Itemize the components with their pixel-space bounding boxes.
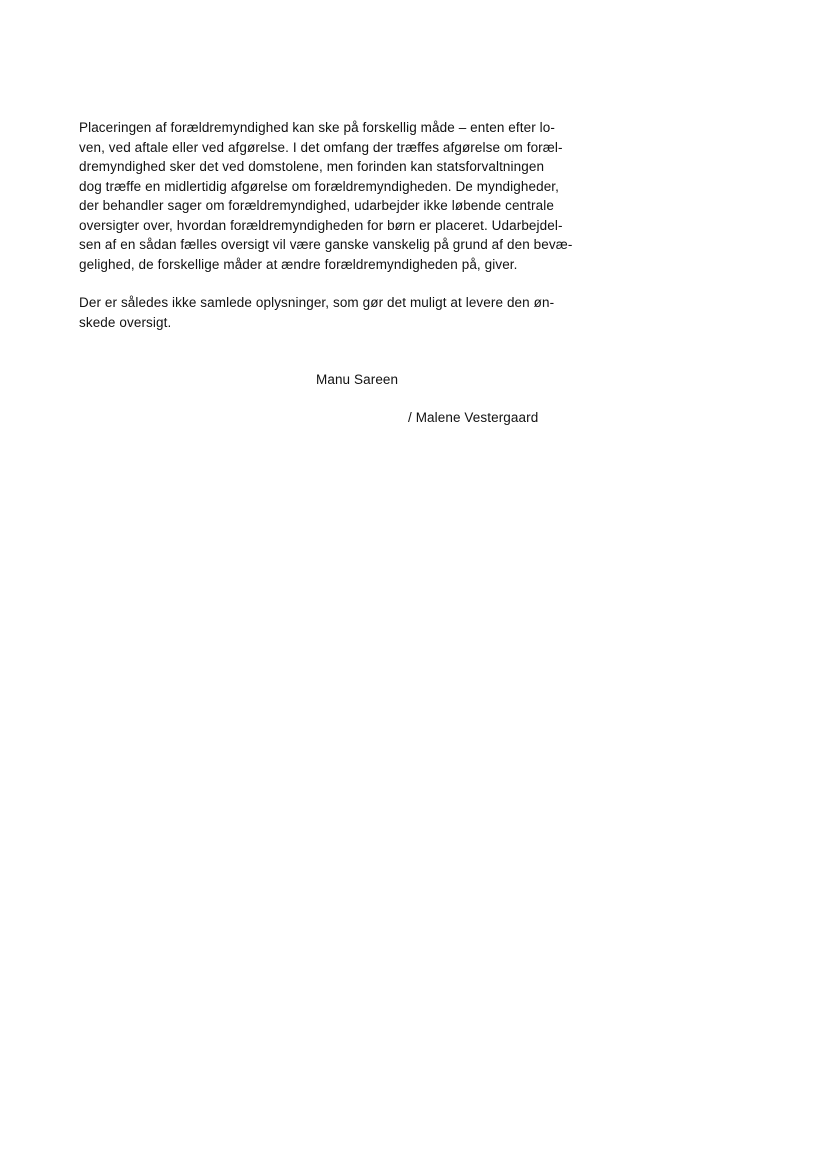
signature-countersign: / Malene Vestergaard — [408, 410, 539, 425]
body-line: oversigter over, hvordan forældremyndigheden for børn er placeret. Udarbejdel- — [79, 217, 563, 233]
body-line: skede oversigt. — [79, 314, 172, 330]
paragraph-1 — [79, 118, 572, 274]
signature-minister: Manu Sareen — [316, 372, 399, 387]
body-line: Placeringen af forældremyndighed kan ske på forskellig måde – enten efter lo- — [79, 120, 555, 135]
body-line: gelighed, de forskellige måder at ændre forældremyndigheden på, giver. — [79, 256, 518, 272]
body-line: ven, ved aftale eller ved afgørelse. I det omfang der træffes afgørelse om foræl- — [79, 139, 563, 155]
body-line: sen af en sådan fælles oversigt vil være ganske vanskelig på grund af den bevæ- — [79, 237, 573, 252]
body-line: der behandler sager om forældremyndighed, udarbejder ikke løbende centrale — [79, 198, 554, 213]
body-line: Der er således ikke samlede oplysninger, som gør det muligt at levere den øn- — [79, 295, 555, 310]
body-line: dog træffe en midlertidig afgørelse om forældremyndigheden. De myndigheder, — [79, 178, 559, 194]
body-line: dremyndighed sker det ved domstolene, men forinden kan statsforvaltningen — [79, 159, 545, 174]
paragraph-2 — [79, 293, 554, 332]
